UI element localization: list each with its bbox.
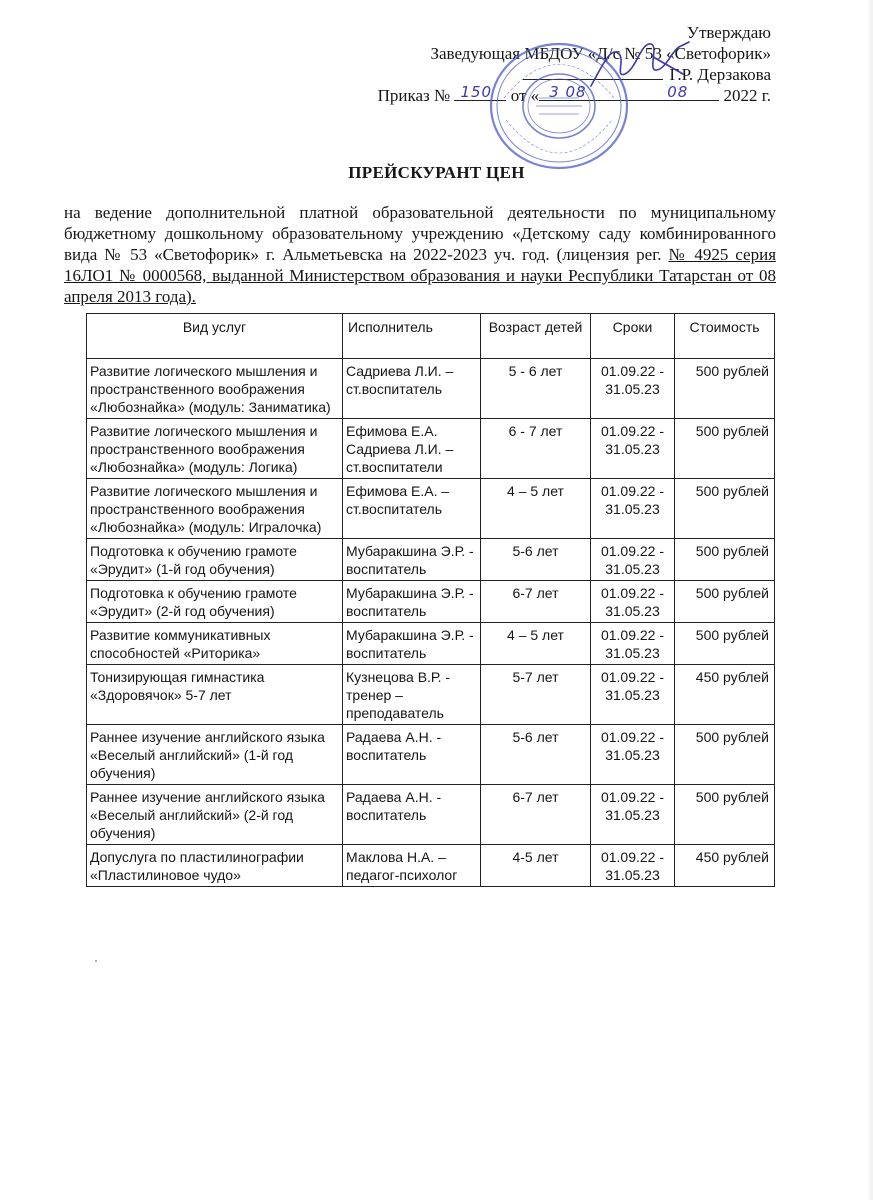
cell-term: 01.09.22 - 31.05.23 — [591, 665, 675, 725]
header-service: Вид услуг — [87, 314, 343, 359]
cell-age: 5 - 6 лет — [481, 359, 591, 419]
cell-service: Подготовка к обучению грамоте «Эрудит» (2-й год обучения) — [87, 581, 343, 623]
cell-age: 6 - 7 лет — [481, 419, 591, 479]
order-date-handwritten: 3 08 — [549, 83, 587, 101]
cell-term: 01.09.22 - 31.05.23 — [591, 785, 675, 845]
cell-age: 6-7 лет — [481, 581, 591, 623]
cell-age: 5-6 лет — [481, 725, 591, 785]
cell-term: 01.09.22 - 31.05.23 — [591, 539, 675, 581]
intro-license: № 4925 серия 16ЛО1 № 0000568, выданной Министерством образования и науки Республики Татарстан от 08 апреля 2013 года). — [64, 245, 777, 306]
table-row — [87, 359, 775, 419]
cell-term: 01.09.22 - 31.05.23 — [591, 623, 675, 665]
table-row — [87, 845, 775, 887]
cell-executor: Радаева А.Н. - воспитатель — [343, 785, 481, 845]
order-month-handwritten: 08 — [667, 83, 689, 101]
approval-approve: Утверждаю — [686, 23, 771, 42]
cell-term: 01.09.22 - 31.05.23 — [591, 581, 675, 623]
document-title: ПРЕЙСКУРАНТ ЦЕН — [348, 163, 525, 182]
cell-executor: Мубаракшина Э.Р. - воспитатель — [343, 623, 481, 665]
cell-price: 500 рублей — [675, 359, 775, 419]
cell-age: 5-6 лет — [481, 539, 591, 581]
table-row — [87, 623, 775, 665]
order-prefix: Приказ № — [377, 86, 451, 105]
price-table — [86, 313, 775, 887]
cell-executor: Маклова Н.А. – педагог-психолог — [343, 845, 481, 887]
cell-service: Допуслуга по пластилинографии «Пластилиновое чудо» — [87, 845, 343, 887]
order-number-handwritten: 150 — [460, 83, 493, 101]
cell-term: 01.09.22 - 31.05.23 — [591, 725, 675, 785]
cell-executor: Радаева А.Н. - воспитатель — [343, 725, 481, 785]
cell-service: Развитие логического мышления и пространственного воображения «Любознайка» (модуль: Заниматика) — [87, 359, 343, 419]
cell-service: Развитие логического мышления и пространственного воображения «Любознайка» (модуль: Игралочка) — [87, 479, 343, 539]
header-price: Стоимость — [675, 314, 775, 359]
table-row — [87, 725, 775, 785]
cell-term: 01.09.22 - 31.05.23 — [591, 479, 675, 539]
approval-head-name: Г.Р. Дерзакова — [669, 65, 771, 84]
approval-head-title: Заведующая МБДОУ «Д/с № 53 «Светофорик» — [430, 44, 771, 63]
cell-price: 500 рублей — [675, 479, 775, 539]
cell-term: 01.09.22 - 31.05.23 — [591, 845, 675, 887]
scan-speck — [95, 960, 97, 962]
cell-executor: Ефимова Е.А. Садриева Л.И. – ст.воспитатели — [343, 419, 481, 479]
table-row — [87, 539, 775, 581]
cell-price: 500 рублей — [675, 581, 775, 623]
cell-term: 01.09.22 - 31.05.23 — [591, 419, 675, 479]
cell-executor: Мубаракшина Э.Р. - воспитатель — [343, 539, 481, 581]
table-row — [87, 665, 775, 725]
cell-age: 5-7 лет — [481, 665, 591, 725]
cell-price: 450 рублей — [675, 845, 775, 887]
table-row — [87, 785, 775, 845]
table-row — [87, 581, 775, 623]
intro-paragraph — [64, 202, 776, 307]
header-executor: Исполнитель — [343, 314, 481, 359]
cell-price: 500 рублей — [675, 725, 775, 785]
cell-executor: Мубаракшина Э.Р. - воспитатель — [343, 581, 481, 623]
cell-age: 6-7 лет — [481, 785, 591, 845]
cell-price: 450 рублей — [675, 665, 775, 725]
cell-term: 01.09.22 - 31.05.23 — [591, 359, 675, 419]
cell-service: Подготовка к обучению грамоте «Эрудит» (1-й год обучения) — [87, 539, 343, 581]
intro-plain: на ведение дополнительной платной образовательной деятельности по муниципальному бюджетному дошкольному образовательному учреждению «Детскому саду комбинированного вида № 53 «Светофорик» г. Альметьевска на 2022-2023 уч. год. (лицензия рег. — [64, 203, 776, 264]
table-header-row — [87, 314, 775, 359]
cell-service: Развитие логического мышления и пространственного воображения «Любознайка» (модуль: Логика) — [87, 419, 343, 479]
table-row — [87, 419, 775, 479]
signature-icon — [585, 34, 695, 98]
header-age: Возраст детей — [481, 314, 591, 359]
cell-age: 4 – 5 лет — [481, 479, 591, 539]
cell-price: 500 рублей — [675, 539, 775, 581]
header-term: Сроки — [591, 314, 675, 359]
table-row — [87, 479, 775, 539]
cell-service: Развитие коммуникативных способностей «Риторика» — [87, 623, 343, 665]
order-from: от « — [510, 86, 540, 105]
cell-executor: Садриева Л.И. – ст.воспитатель — [343, 359, 481, 419]
order-year: 2022 г. — [723, 86, 771, 105]
cell-executor: Кузнецова В.Р. - тренер – преподаватель — [343, 665, 481, 725]
cell-age: 4 – 5 лет — [481, 623, 591, 665]
cell-price: 500 рублей — [675, 785, 775, 845]
cell-service: Тонизирующая гимнастика «Здоровячок» 5-7 лет — [87, 665, 343, 725]
cell-price: 500 рублей — [675, 419, 775, 479]
cell-executor: Ефимова Е.А. – ст.воспитатель — [343, 479, 481, 539]
cell-price: 500 рублей — [675, 623, 775, 665]
cell-service: Раннее изучение английского языка «Веселый английский» (2-й год обучения) — [87, 785, 343, 845]
cell-service: Раннее изучение английского языка «Веселый английский» (1-й год обучения) — [87, 725, 343, 785]
cell-age: 4-5 лет — [481, 845, 591, 887]
